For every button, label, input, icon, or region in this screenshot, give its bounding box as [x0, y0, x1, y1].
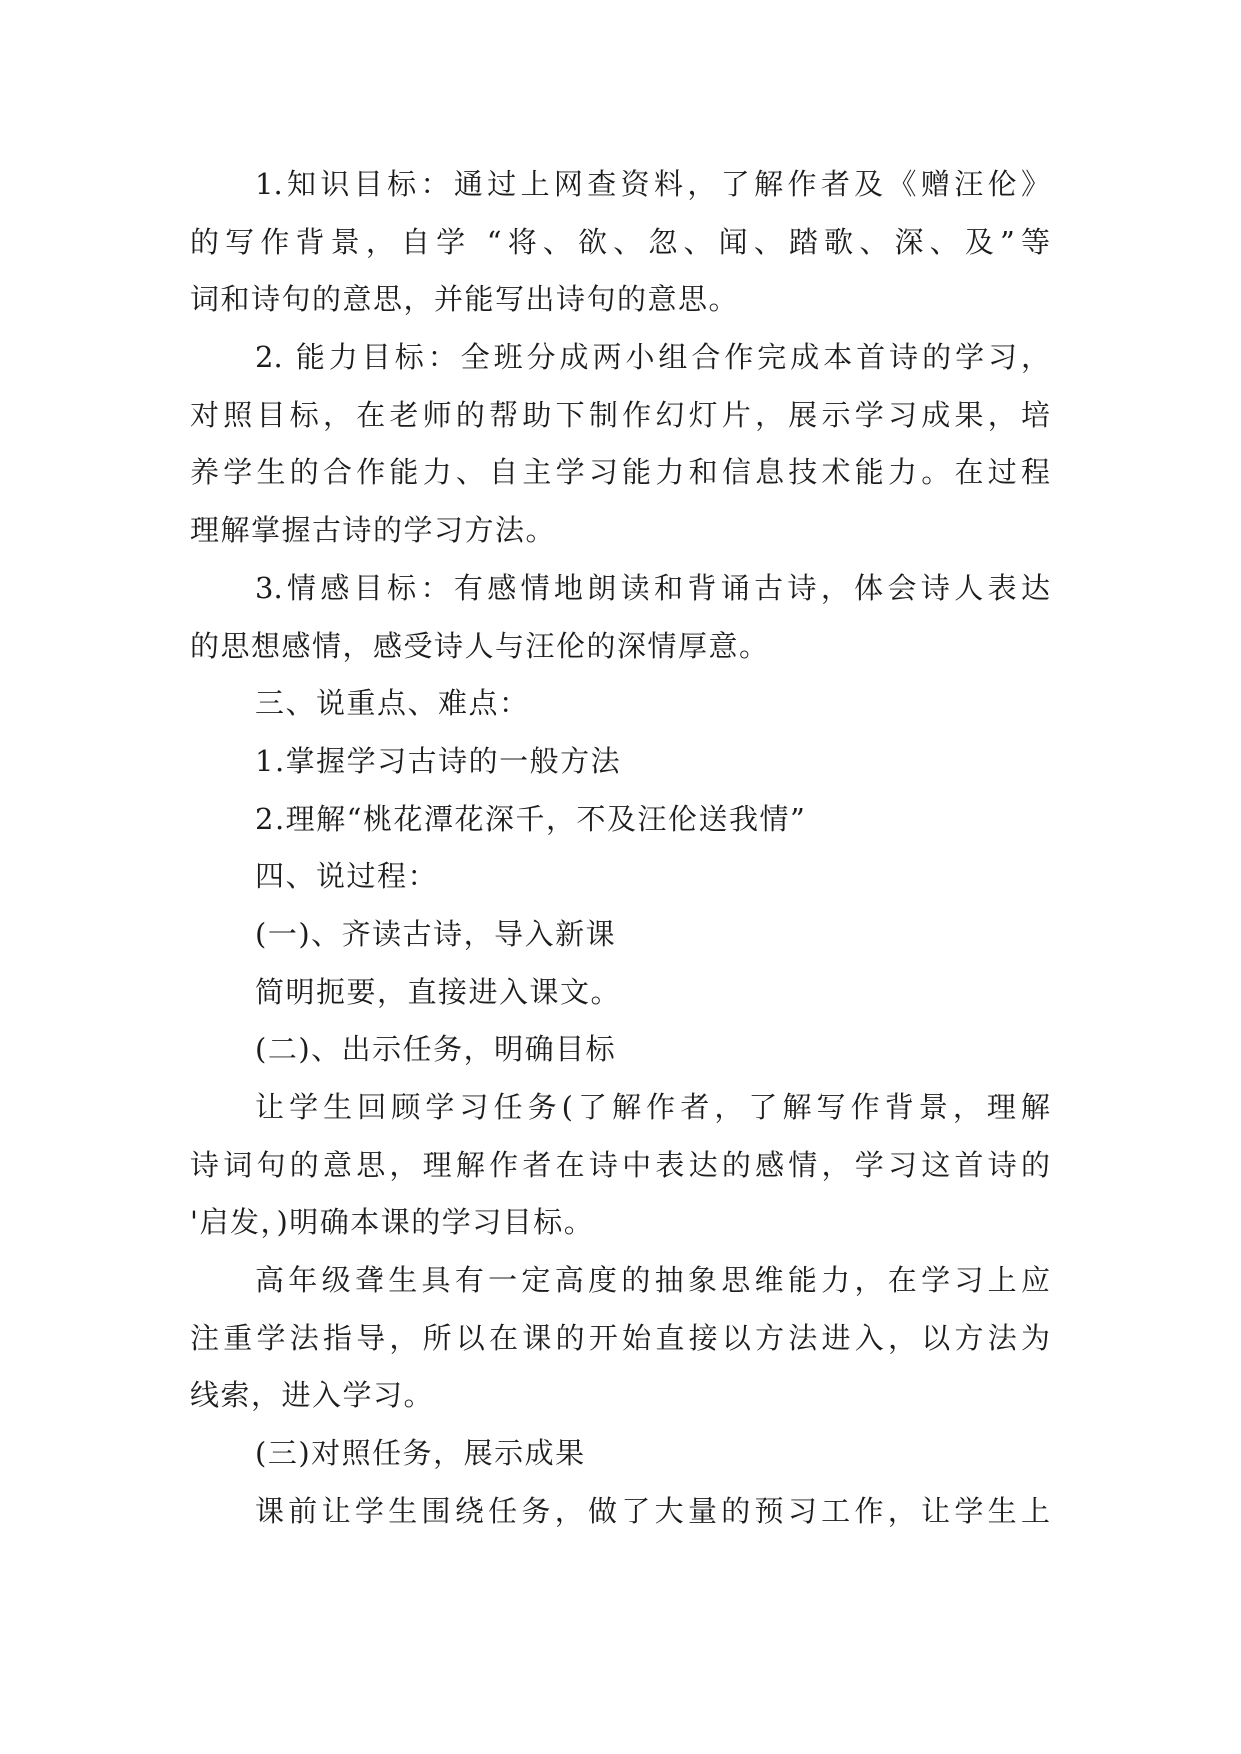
- paragraph: [190, 1483, 1050, 1541]
- text-line: 的写作背景，自学 “将、欲、忽、闻、踏歌、深、及”等: [190, 224, 1050, 259]
- text-line: 1.掌握学习古诗的一般方法: [255, 743, 622, 778]
- section-heading-key-points: [190, 675, 1050, 733]
- text-line: 养学生的合作能力、自主学习能力和信息技术能力。在过程: [190, 455, 1050, 490]
- text-line: 注重学法指导，所以在课的开始直接以方法进入，以方法为: [190, 1320, 1050, 1355]
- text-line: 对照目标，在老师的帮助下制作幻灯片，展示学习成果，培: [190, 397, 1050, 432]
- paragraph-emotion-goal: [190, 560, 1050, 675]
- text-line: 高年级聋生具有一定高度的抽象思维能力，在学习上应: [255, 1263, 1050, 1298]
- text-line: 课前让学生围绕任务，做了大量的预习工作，让学生上: [255, 1493, 1050, 1528]
- subsection-heading: [190, 906, 1050, 964]
- text-line: 线索，进入学习。: [190, 1378, 435, 1413]
- text-line: 词和诗句的意思，并能写出诗句的意思。: [190, 282, 740, 317]
- paragraph: [190, 1079, 1050, 1252]
- section-heading-process: [190, 848, 1050, 906]
- text-line: 的思想感情，感受诗人与汪伦的深情厚意。: [190, 628, 770, 663]
- text-line: 2. 能力目标：全班分成两小组合作完成本首诗的学习，: [255, 340, 1050, 375]
- text-line: 理解掌握古诗的学习方法。: [190, 513, 557, 548]
- text-line: 2.理解“桃花潭花深千，不及汪伦送我情”: [255, 801, 807, 836]
- paragraph: [190, 964, 1050, 1022]
- text-line: '启发，)明确本课的学习目标。: [190, 1205, 595, 1240]
- subsection-heading: [190, 1425, 1050, 1483]
- text-line: (一)、齐读古诗，导入新课: [255, 916, 617, 951]
- text-line: 让学生回顾学习任务(了解作者，了解写作背景，理解: [255, 1090, 1050, 1124]
- text-line: 诗词句的意思，理解作者在诗中表达的感情，学习这首诗的: [190, 1147, 1050, 1182]
- text-line: (三)对照任务，展示成果: [255, 1436, 586, 1471]
- paragraph-knowledge-goal: [190, 156, 1050, 329]
- key-point-item: [190, 791, 1050, 849]
- text-line: (二)、出示任务，明确目标: [255, 1032, 617, 1067]
- paragraph: [190, 1252, 1050, 1425]
- text-line: 1.知识目标：通过上网查资料，了解作者及《赠汪伦》: [255, 167, 1050, 201]
- text-line: 三、说重点、难点：: [255, 686, 530, 721]
- text-line: 3.情感目标：有感情地朗读和背诵古诗，体会诗人表达: [255, 570, 1050, 605]
- key-point-item: [190, 733, 1050, 791]
- paragraph-ability-goal: [190, 329, 1050, 560]
- text-line: 简明扼要，直接进入课文。: [255, 974, 622, 1009]
- subsection-heading: [190, 1021, 1050, 1079]
- text-line: 四、说过程：: [255, 859, 439, 894]
- document-body: [190, 156, 1050, 1541]
